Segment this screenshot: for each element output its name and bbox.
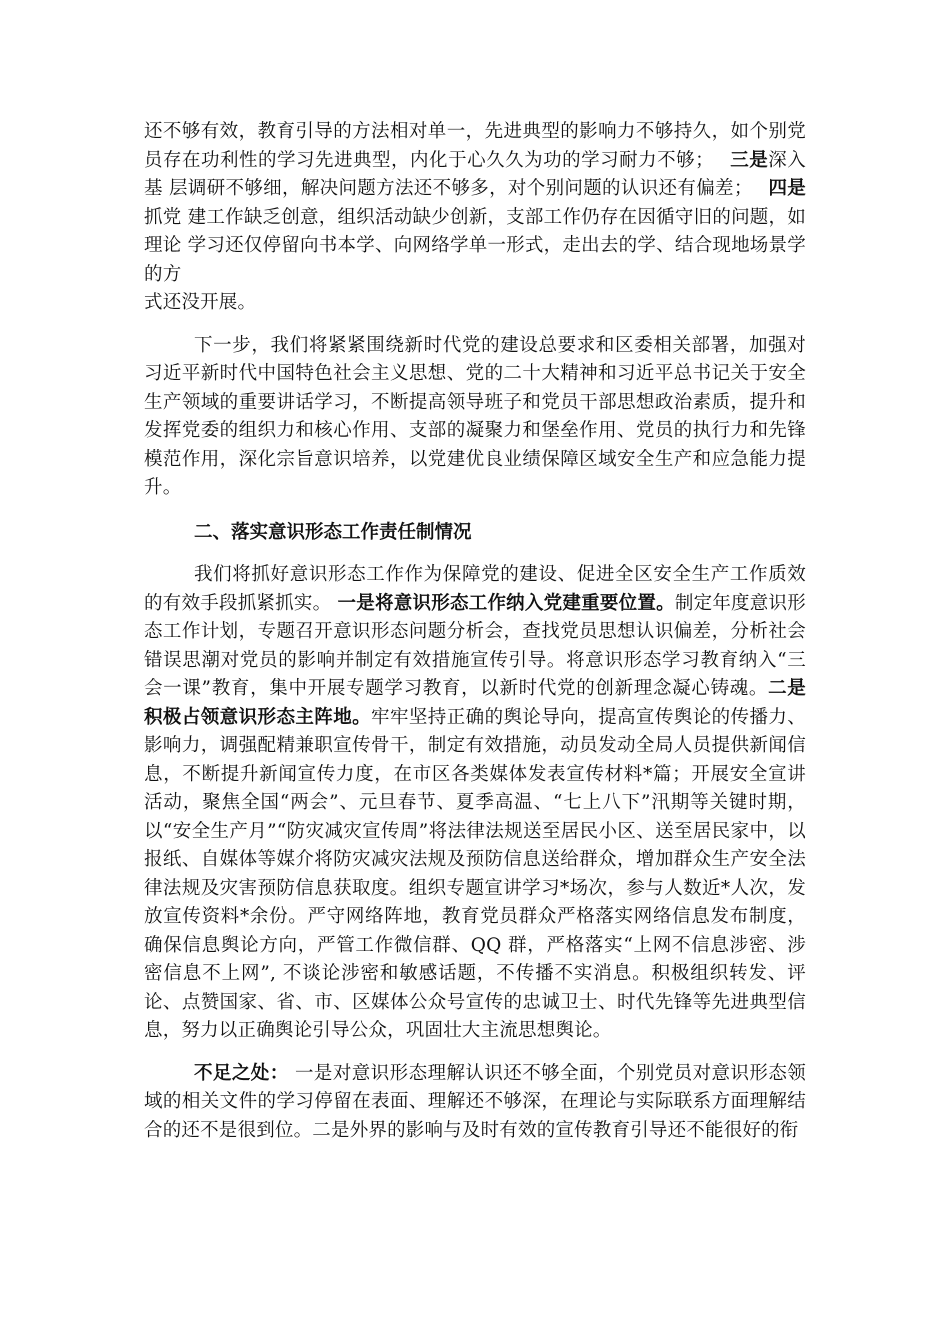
text-run: 制定年度意识形态工作计划，专题召开意识形态问题分析会，查找党员思想认识偏差，分析社会错误思潮对党员的影响并制定有效措施宣传引导。将意识形态学习教育纳入“三会一课”教育，集中开展专题学习教育，以新时代党的创新理念凝心铸魂。 [144,592,806,699]
paragraph-next-steps: 下一步，我们将紧紧围绕新时代党的建设总要求和区委相关部署，加强对习近平新时代中国特色社会主义思想、党的二十大精神和习近平总书记关于安全生产领域的重要讲话学习，不断提高领导班子和党员干部思想政治素质，提升和发挥党委的组织力和核心作用、支部的凝聚力和堡垒作用、党员的执行力和先锋模范作用，深化宗旨意识培养，以党建优良业绩保障区域安全生产和应急能力提升。 [144,334,806,498]
bold-lead-2: 二是积极占领意识形态主阵地。 [144,678,806,728]
bold-lead-4: 四是 [768,178,807,199]
text-run: 我们将抓好意识形态工作作为保障党的建设、促进全区安全生产工作质效的有效手段抓紧抓实。 [144,564,806,614]
bold-lead-3: 三是 [730,149,769,171]
paragraph-continued-shortcomings [144,118,806,318]
text-run: 式还没开展。 [144,292,257,313]
text-run: 还不够有效，教育引导的方法相对单一，先进典型的影响力不够持久，如个别党员存在功利性的学习先进典型，内化于心久久为功的学习耐力不够； [144,121,806,171]
text-run: 一是对意识形态理解认识还不够全面，个别党员对意识形态领域的相关文件的学习停留在表面、理解还不够深，在理论与实际联系方面理解结合的还不是很到位。二是外界的影响与及时有效的宣传教育引导还不能很好的衔 [144,1062,806,1141]
bold-lead-1: 一是将意识形态工作纳入党建重要位置。 [337,592,675,614]
paragraph-deficiencies [144,1060,806,1146]
bold-lead-deficiencies: 不足之处： [194,1062,289,1084]
document-page [144,118,806,1145]
paragraph-ideology-work [144,561,806,1046]
text-run: 抓党 建工作缺乏创意，组织活动缺少创新，支部工作仍存在因循守旧的问题，如理论 学习还仅停留向书本学、向网络学单一形式，走出去的学、结合现地场景学的方 [144,206,806,285]
section-heading: 二、落实意识形态工作责任制情况 [194,521,472,543]
text-run: 牢牢坚持正确的舆论导向，提高宣传舆论的传播力、影响力，调强配精兼职宣传骨干，制定有效措施，动员发动全局人员提供新闻信息，不断提升新闻宣传力度，在市区各类媒体发表宣传材料*篇；开展安全宣讲活动，聚焦全国“两会”、元旦春节、夏季高温、“七上八下”汛期等关键时期，以“安全生产月”“防灾减灾宣传周”将法律法规送至居民小区、送至居民家中，以报纸、自媒体等媒介将防灾减灾法规及预防信息送给群众，增加群众生产安全法律法规及灾害预防信息获取度。组织专题宣讲学习*场次，参与人数近*人次，发放宣传资料*余份。严守网络阵地，教育党员群众严格落实网络信息发布制度，确保信息舆论方向，严管工作微信群、QQ 群，严格落实“上网不信息涉密、涉密信息不上网”, 不谈论涉密和敏感话题，不传播不实消息。积极组织转发、评论、点赞国家、省、市、区媒体公众号宣传的忠诚卫士、时代先锋等先进典型信息，努力以正确舆论引导公众，巩固壮大主流思想舆论。 [144,706,806,1041]
text-run: 深入基 层调研不够细，解决问题方法还不够多，对个别问题的认识还有偏差； [144,149,807,199]
